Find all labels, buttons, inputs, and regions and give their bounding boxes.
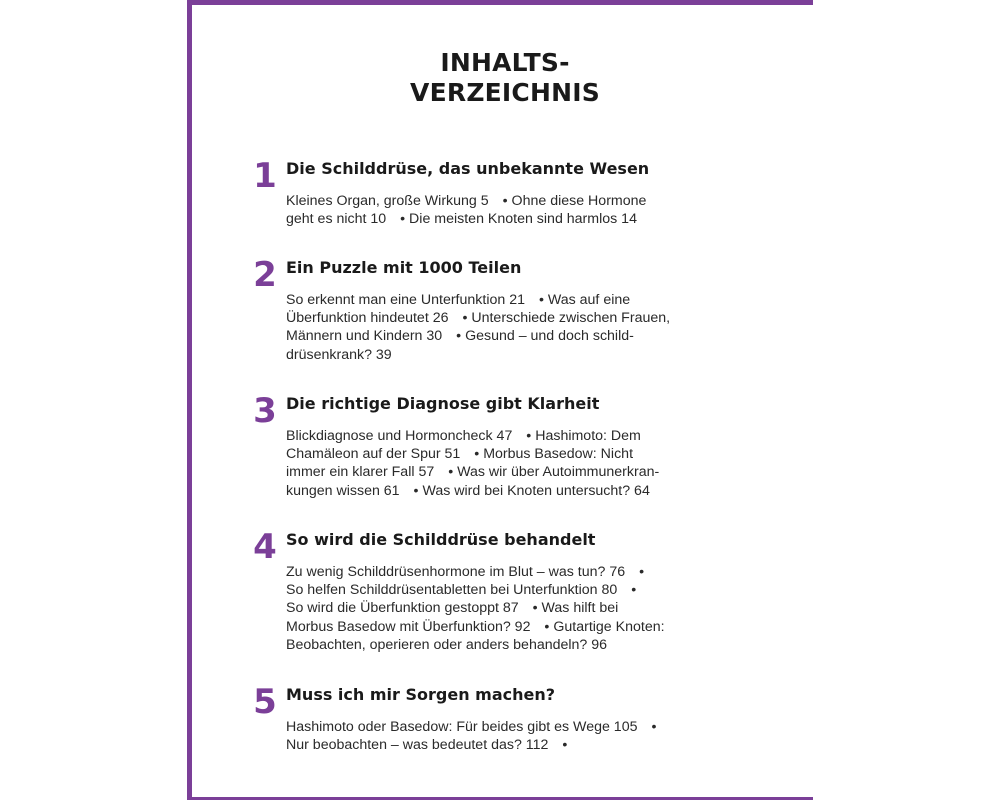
page-title-line-2: VERZEICHNIS bbox=[410, 78, 600, 107]
entry-text[interactable]: Morbus Basedow mit Überfunktion? 92 bbox=[286, 618, 531, 635]
bullet-separator: • bbox=[400, 211, 406, 228]
entry-line bbox=[286, 599, 665, 617]
entry-text[interactable]: drüsenkrank? 39 bbox=[286, 346, 392, 363]
entry-text[interactable]: Was wird bei Knoten untersucht? 64 bbox=[422, 482, 650, 499]
entry-text[interactable]: Chamäleon auf der Spur 51 bbox=[286, 446, 461, 463]
bullet-separator: • bbox=[502, 193, 508, 209]
page-title-line-1: INHALTS- bbox=[440, 48, 570, 77]
bullet-separator: • bbox=[639, 564, 645, 580]
chapter-number: 3 bbox=[253, 391, 277, 431]
entry-text[interactable]: Ohne diese Hormone bbox=[511, 193, 647, 209]
entry-text[interactable]: Hashimoto: Dem bbox=[535, 428, 641, 444]
bullet-separator: • bbox=[562, 737, 568, 754]
bullet-separator: • bbox=[456, 328, 462, 345]
bullet-separator: • bbox=[532, 600, 538, 617]
chapter-heading[interactable]: So wird die Schilddrüse behandelt bbox=[286, 530, 596, 549]
entry-line bbox=[286, 291, 670, 309]
entry-line bbox=[286, 445, 659, 463]
entry-line bbox=[286, 463, 659, 481]
chapter-entries bbox=[286, 291, 670, 364]
chapter-heading[interactable]: Ein Puzzle mit 1000 Teilen bbox=[286, 258, 522, 277]
entry-text[interactable]: Was auf eine bbox=[547, 292, 631, 308]
bullet-separator: • bbox=[448, 464, 454, 481]
entry-line bbox=[286, 718, 656, 736]
toc-page bbox=[187, 0, 813, 800]
chapter-heading[interactable]: Die richtige Diagnose gibt Klarheit bbox=[286, 394, 600, 413]
bullet-separator: • bbox=[538, 292, 544, 308]
entry-text[interactable]: Morbus Basedow: Nicht bbox=[483, 446, 634, 463]
entry-text[interactable]: Zu wenig Schilddrüsenhormone im Blut – was tun? 76 bbox=[286, 564, 626, 580]
entry-text[interactable]: Die meisten Knoten sind harmlos 14 bbox=[409, 211, 637, 228]
bullet-separator: • bbox=[413, 482, 419, 499]
chapter-heading[interactable]: Die Schilddrüse, das unbekannte Wesen bbox=[286, 159, 650, 178]
entry-text[interactable]: So erkennt man eine Unterfunktion 21 bbox=[286, 292, 525, 308]
entry-text[interactable]: immer ein klarer Fall 57 bbox=[286, 464, 435, 481]
bullet-separator: • bbox=[474, 446, 480, 463]
bullet-separator: • bbox=[651, 719, 657, 735]
chapter-entries bbox=[286, 427, 659, 500]
entry-line bbox=[286, 636, 665, 654]
page-title bbox=[192, 48, 818, 108]
chapter-number: 1 bbox=[253, 156, 277, 196]
entry-text[interactable]: Unterschiede zwischen Frauen, bbox=[471, 310, 671, 327]
entry-line bbox=[286, 736, 656, 754]
bullet-separator: • bbox=[526, 428, 532, 444]
entry-text[interactable]: Männern und Kindern 30 bbox=[286, 328, 443, 345]
bullet-separator: • bbox=[462, 310, 468, 327]
chapter-heading[interactable]: Muss ich mir Sorgen machen? bbox=[286, 685, 556, 704]
entry-line bbox=[286, 482, 659, 500]
chapter-number: 4 bbox=[253, 527, 277, 567]
entry-text[interactable]: Hashimoto oder Basedow: Für beides gibt es Wege 105 bbox=[286, 719, 638, 735]
entry-line bbox=[286, 327, 670, 345]
chapter-entries bbox=[286, 718, 656, 754]
chapter-entries bbox=[286, 563, 665, 654]
bullet-separator: • bbox=[544, 618, 550, 635]
bullet-separator: • bbox=[631, 582, 637, 599]
chapter-number: 2 bbox=[253, 255, 277, 295]
entry-text[interactable]: So helfen Schilddrüsentabletten bei Unterfunktion 80 bbox=[286, 582, 618, 599]
entry-text[interactable]: Kleines Organ, große Wirkung 5 bbox=[286, 193, 489, 209]
entry-text[interactable]: Überfunktion hindeutet 26 bbox=[286, 310, 449, 327]
entry-line bbox=[286, 210, 646, 228]
entry-text[interactable]: So wird die Überfunktion gestoppt 87 bbox=[286, 600, 519, 617]
entry-text[interactable]: Was wir über Autoimmunerkran- bbox=[457, 464, 660, 481]
entry-text[interactable]: Was hilft bei bbox=[541, 600, 619, 617]
entry-line bbox=[286, 427, 659, 445]
entry-line bbox=[286, 563, 665, 581]
entry-text[interactable]: kungen wissen 61 bbox=[286, 482, 400, 499]
entry-line bbox=[286, 346, 670, 364]
entry-line bbox=[286, 581, 665, 599]
entry-text[interactable]: geht es nicht 10 bbox=[286, 211, 387, 228]
entry-line bbox=[286, 618, 665, 636]
entry-text[interactable]: Gutartige Knoten: bbox=[553, 618, 665, 635]
entry-text[interactable]: Gesund – und doch schild- bbox=[465, 328, 634, 345]
entry-text[interactable]: Beobachten, operieren oder anders behandeln? 96 bbox=[286, 636, 608, 653]
chapter-number: 5 bbox=[253, 682, 277, 722]
entry-text[interactable]: Nur beobachten – was bedeutet das? 112 bbox=[286, 737, 549, 754]
entry-line bbox=[286, 309, 670, 327]
entry-line bbox=[286, 192, 646, 210]
chapter-entries bbox=[286, 192, 646, 228]
entry-text[interactable]: Blickdiagnose und Hormoncheck 47 bbox=[286, 428, 513, 444]
